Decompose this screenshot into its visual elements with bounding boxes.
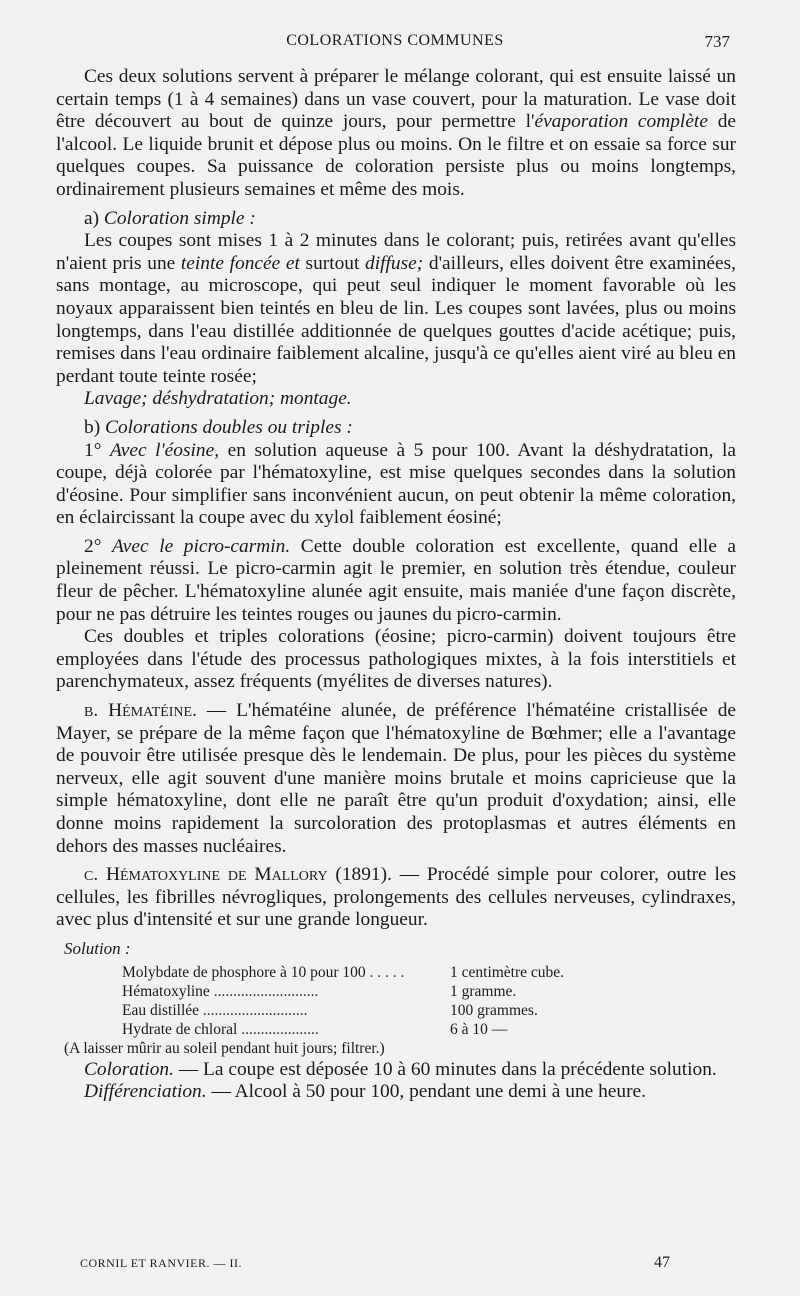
recipe-row: Hydrate de chloral .................... 6 à 10 — [122,1020,508,1038]
page-footer [80,1254,670,1274]
page-header [60,32,730,54]
page-number: 737 [704,32,730,51]
paragraph-hemateine: b. Hématéine. — L'hématéine alunée, de préférence l'hématéine cristallisée de Mayer, se prépare de la même façon que l'hématoxyline de Bœhmer; elle a l'avantage de pouvoir être utilisée presque dès le lendemain. De plus, pour les pièces du système nerveux, elle agit souvent d'une manière moins brutale et moins capricieuse que la simple hématoxyline, dont elle ne paraît être qu'un produit d'oxydation; ainsi, elle donne moins rapidement la surcoloration des protoplasmas et autres éléments en dehors des masses nucléaires. [56,700,737,857]
section-a-heading: a) Coloration simple : [84,207,256,229]
solution-note: (A laisser mûrir au soleil pendant huit jours; filtrer.) [64,1039,385,1057]
paragraph-doubles-triples: Ces doubles et triples colorations (éosine; picro-carmin) doivent toujours être employées dans l'étude des processus pathologiques mixtes, à la fois interstitiels et parenchymateux, assez fréquents (myélites de diverses natures). [56,626,736,693]
paragraph-coloration-simple: Les coupes sont mises 1 à 2 minutes dans le colorant; puis, retirées avant qu'elles n'aient pris une teinte foncée et surtout diffuse; d'ailleurs, elles doivent être examinées, sans montage, au microscope, qui peut seul indiquer le moment favorable où les noyaux apparaissent bien teintés en bleu de lin. Les coupes sont lavées, plus ou moins longtemps, dans l'eau distillée additionnée de quelques gouttes d'acide acétique; puis, remises dans l'eau ordinaire faiblement alcaline, jusqu'à ce qu'elles aient viré au bleu en perdant toute teinte rosée; [56,230,737,387]
paragraph-picro-carmin: 2° Avec le picro-carmin. Cette double coloration est excellente, quand elle a pleinement réussi. Le picro-carmin agit le premier, en solution très étendue, couleur fleur de pêcher. L'hématoxyline alunée agit ensuite, mais maniée d'une façon discrète, pour ne pas détruire les teintes rouges ou jaunes du picro-carmin. [56,535,736,625]
paragraph-coloration: Coloration. — La coupe est déposée 10 à 60 minutes dans la précédente solution. [84,1058,717,1080]
page-body [56,66,736,1104]
running-title: COLORATIONS COMMUNES [286,32,504,49]
paragraph-eosine: 1° Avec l'éosine, en solution aqueuse à 5 pour 100. Avant la déshydratation, la coupe, déjà colorée par l'hématoxyline, est mise quelques secondes dans la solution d'éosine. Pour simplifier sans inconvénient aucun, on peut obtenir la même coloration, en éclaircissant la coupe avec du xylol faiblement éosiné; [56,439,736,529]
paragraph-lavage: Lavage; déshydratation; montage. [84,388,352,410]
recipe-row: Eau distillée ........................... 100 grammes. [122,1001,538,1019]
recipe-row: Molybdate de phosphore à 10 pour 100 . . . . . 1 centimètre cube. [122,963,565,981]
solution-recipe-table [122,963,564,1039]
signature-mark: 47 [654,1254,670,1271]
paragraph-maturation: Ces deux solutions servent à préparer le mélange colorant, qui est ensuite laissé un certain temps (1 à 4 semaines) dans un vase couvert, pour la maturation. Le vase doit être découvert au bout de quinze jours, pour permettre l'évaporation complète de l'alcool. Le liquide brunit et dépose plus ou moins. On le filtre et on essaie sa force sur quelques coupes. Sa puissance de coloration persiste plus ou moins longtemps, ordinairement plusieurs semaines et même des mois. [56,66,737,200]
section-b-heading: b) Colorations doubles ou triples : [84,416,353,438]
solution-heading: Solution : [64,938,131,958]
paragraph-mallory: c. Hématoxyline de Mallory (1891). — Procédé simple pour colorer, outre les cellules, les fibrilles névrogliques, prolongements des cellules nerveuses, cylindraxes, avec plus d'intensité et sur une grande longueur. [56,864,736,931]
paragraph-differenciation: Différenciation. — Alcool à 50 pour 100, pendant une demi à une heure. [84,1081,647,1103]
footer-authors: CORNIL ET RANVIER. — II. [80,1256,242,1270]
recipe-row: Hématoxyline ........................... 1 gramme. [122,982,517,1000]
